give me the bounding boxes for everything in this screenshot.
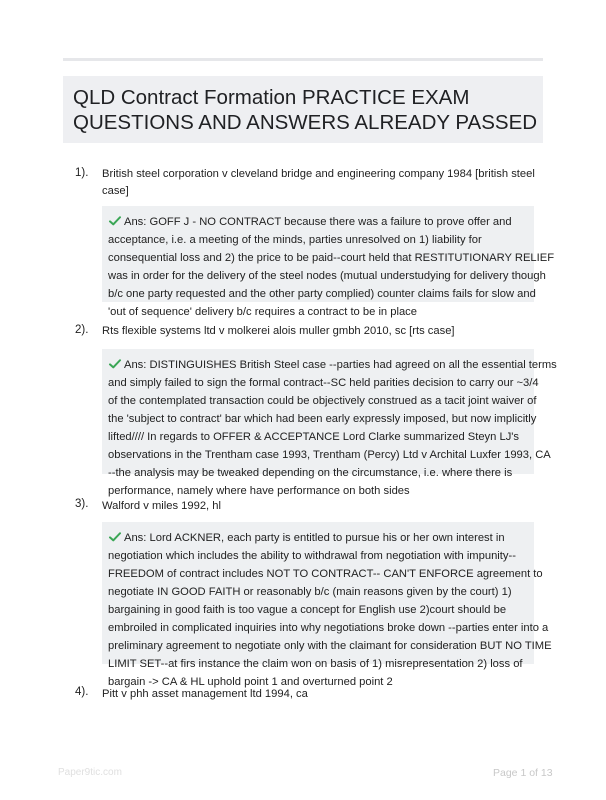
question-text [102,686,530,703]
answer-box [102,206,555,318]
question-text [102,166,535,200]
question-line: British steel corporation v cleveland bridge and engineering company 1984 [british steel [102,168,535,180]
answer-line: preliminary agreement to negotiate only with the claimant for consideration BUT NO TIME [108,640,552,652]
question-line: Walford v miles 1992, hl [102,500,221,512]
question-number: 4). [75,686,89,698]
question-number: 2). [75,324,89,336]
question-line: Pitt v phh asset management ltd 1994, ca [102,688,308,700]
answer-line: FREEDOM of contract includes NOT TO CONTRACT-- CAN'T ENFORCE agreement to [108,568,543,580]
check-icon [108,216,122,226]
answer-line: negotiation which includes the ability to withdrawal from negotiation with impunity-- [108,550,516,562]
question-number: 1). [75,167,89,179]
answer-line: of the contemplated transaction could be objectively construed as a tacit joint waiver of [108,395,537,407]
answer-line: Ans: Lord ACKNER, each party is entitled to pursue his or her own interest in [108,529,528,547]
check-icon [108,532,122,542]
answer-line: consequential loss and 2) the price to be paid--court held that RESTITUTIONARY RELIEF [108,252,555,264]
answer-line: negotiate IN GOOD FAITH or reasonably b/c (main reasons given by the court) 1) [108,586,512,598]
answer-line: bargaining in good faith is too vague a concept for English use 2)court should be [108,604,507,616]
answer-line: observations in the Trentham case 1993, Trentham (Percy) Ltd v Archital Luxfer 1993, CA [108,449,551,461]
question-line: case] [102,185,129,197]
title-line-1: QLD Contract Formation PRACTICE EXAM [73,86,470,109]
question-number: 3). [75,498,89,510]
answer-line: lifted//// In regards to OFFER & ACCEPTANCE Lord Clarke summarized Steyn LJ's [108,431,520,443]
answer-line: bargain -> CA & HL uphold point 1 and overturned point 2 [108,676,393,688]
answer-line: 'out of sequence' delivery b/c requires a contract to be in place [108,306,418,318]
question-text [102,498,530,515]
page-title [63,76,543,143]
answer-line: performance, namely where have performance on both sides [108,485,410,497]
answer-line: --the analysis may be tweaked depending on the circumstance, i.e. where there is [108,467,513,479]
check-icon [108,359,122,369]
answer-line: LIMIT SET--at firs instance the claim won on basis of 1) misrepresentation 2) loss of [108,658,523,670]
answer-line: the 'subject to contract' bar which had been early expressly imposed, but now implicitly [108,413,537,425]
title-line-2: QUESTIONS AND ANSWERS ALREADY PASSED [73,111,538,134]
footer-watermark: Paper9tic.com [58,767,122,778]
answer-line: was in order for the delivery of the steel nodes (mutual understudying for delivery though [108,270,546,282]
answer-line: and simply failed to sign the formal contract--SC held parities decision to carry our ~3/4 [108,377,539,389]
answer-line: embroiled in complicated inquiries into why negotiations broke down --parties enter into a [108,622,549,634]
answer-box [102,522,552,688]
page-number: Page 1 of 13 [493,767,553,779]
answer-box [102,349,557,497]
top-divider [63,58,543,61]
answer-line: Ans: GOFF J - NO CONTRACT because there was a failure to prove offer and [108,213,528,231]
question-line: Rts flexible systems ltd v molkerei alois muller gmbh 2010, sc [rts case] [102,325,455,337]
answer-line: acceptance, i.e. a meeting of the minds, parties unresolved on 1) liability for [108,234,482,246]
answer-line: Ans: DISTINGUISHES British Steel case --parties had agreed on all the essential terms [108,356,528,374]
answer-line: b/c one party requested and the other party complied) counter claims fails for slow and [108,288,536,300]
question-text [102,323,530,340]
